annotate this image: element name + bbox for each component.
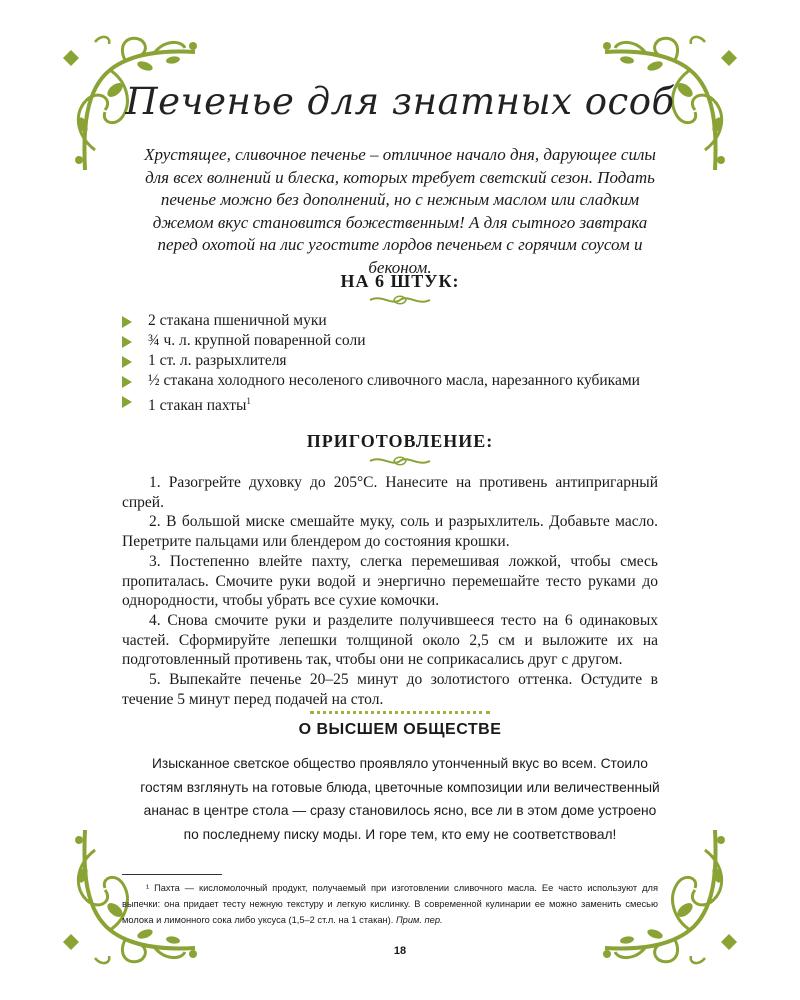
- triangle-bullet-icon: [122, 396, 132, 408]
- footnote-ref: 1: [246, 396, 251, 406]
- ingredient-list: [122, 311, 682, 415]
- footnote: [122, 880, 658, 928]
- flourish-divider-icon: [368, 292, 432, 308]
- page-number: 18: [393, 945, 407, 957]
- yield-heading: НА 6 ШТУК:: [340, 271, 460, 291]
- method-steps: [122, 473, 658, 709]
- method-heading: ПРИГОТОВЛЕНИЕ:: [306, 431, 494, 451]
- ingredient-item: 2 стакана пшеничной муки: [122, 311, 682, 331]
- step-1: 1. Разогрейте духовку до 205°С. Нанесите на противень антипригарный спрей.: [122, 474, 658, 511]
- footnote-note: Прим. пер.: [395, 915, 443, 925]
- footnote-mark: ¹: [146, 883, 150, 893]
- footnote-rule: [122, 874, 222, 875]
- about-heading: О ВЫСШЕМ ОБЩЕСТВЕ: [298, 721, 502, 738]
- ingredient-item: ¾ ч. л. крупной поваренной соли: [122, 331, 682, 351]
- recipe-title: Печенье для знатных особ: [125, 80, 675, 123]
- recipe-intro: Хрустящее, сливочное печенье – отличное начало дня, дарующее силы для всех волнений и блеска, которых требует светский сезон. Подать печенье можно без дополнений, но с нежным маслом или сладким джемом вкус становится божественным! А для сытного завтрака перед охотой на лис угостите лордов печеньем с горячим соусом и беконом.: [144, 145, 656, 277]
- triangle-bullet-icon: [122, 316, 132, 328]
- step-2: 2. В большой миске смешайте муку, соль и разрыхлитель. Добавьте масло. Перетрите пальцами или блендером до состояния крошки.: [122, 513, 658, 551]
- step-3: 3. Постепенно влейте пахту, слегка перемешивая ложкой, чтобы смесь пропиталась. Смочите руки водой и энергично перемешайте тесто руками до однородности, чтобы убрать все сухие комочки.: [122, 552, 658, 610]
- triangle-bullet-icon: [122, 336, 132, 348]
- dotted-divider: [310, 711, 490, 714]
- triangle-bullet-icon: [122, 356, 132, 368]
- flourish-divider-icon: [368, 453, 432, 469]
- step-4: 4. Снова смочите руки и разделите получившееся тесто на 6 одинаковых частей. Сформируйте лепешки толщиной около 2,5 см и выложите их на подготовленный противень так, чтобы они не соприкасались друг с другом.: [122, 611, 658, 669]
- footnote-text: Пахта — кисломолочный продукт, получаемый при изготовлении сливочного масла. Ее часто используют для выпечки: она придает тесту нежную текстуру и легкую кислинку. В современной кулинарии ее можно заменить смесью молока и лимонного сока либо уксуса (1,5–2 ст.л. на 1 стакан).: [122, 883, 658, 925]
- triangle-bullet-icon: [122, 376, 132, 388]
- step-5: 5. Выпекайте печенье 20–25 минут до золотистого оттенка. Остудите в течение 5 минут перед подачей на стол.: [122, 671, 658, 708]
- ingredient-item: ½ стакана холодного несоленого сливочного масла, нарезанного кубиками: [122, 371, 682, 391]
- about-text: Изысканное светское общество проявляло утонченный вкус во всем. Стоило гостям взглянуть на готовые блюда, цветочные композиции или величественный ананас в центре стола — сразу становилось ясно, все ли в этом доме устроено по последнему писку моды. И горе тем, кто ему не соответствовал!: [140, 756, 660, 842]
- ingredient-item: 1 стакан пахты$^1$: [122, 391, 682, 411]
- ingredient-item: 1 ст. л. разрыхлителя: [122, 351, 682, 371]
